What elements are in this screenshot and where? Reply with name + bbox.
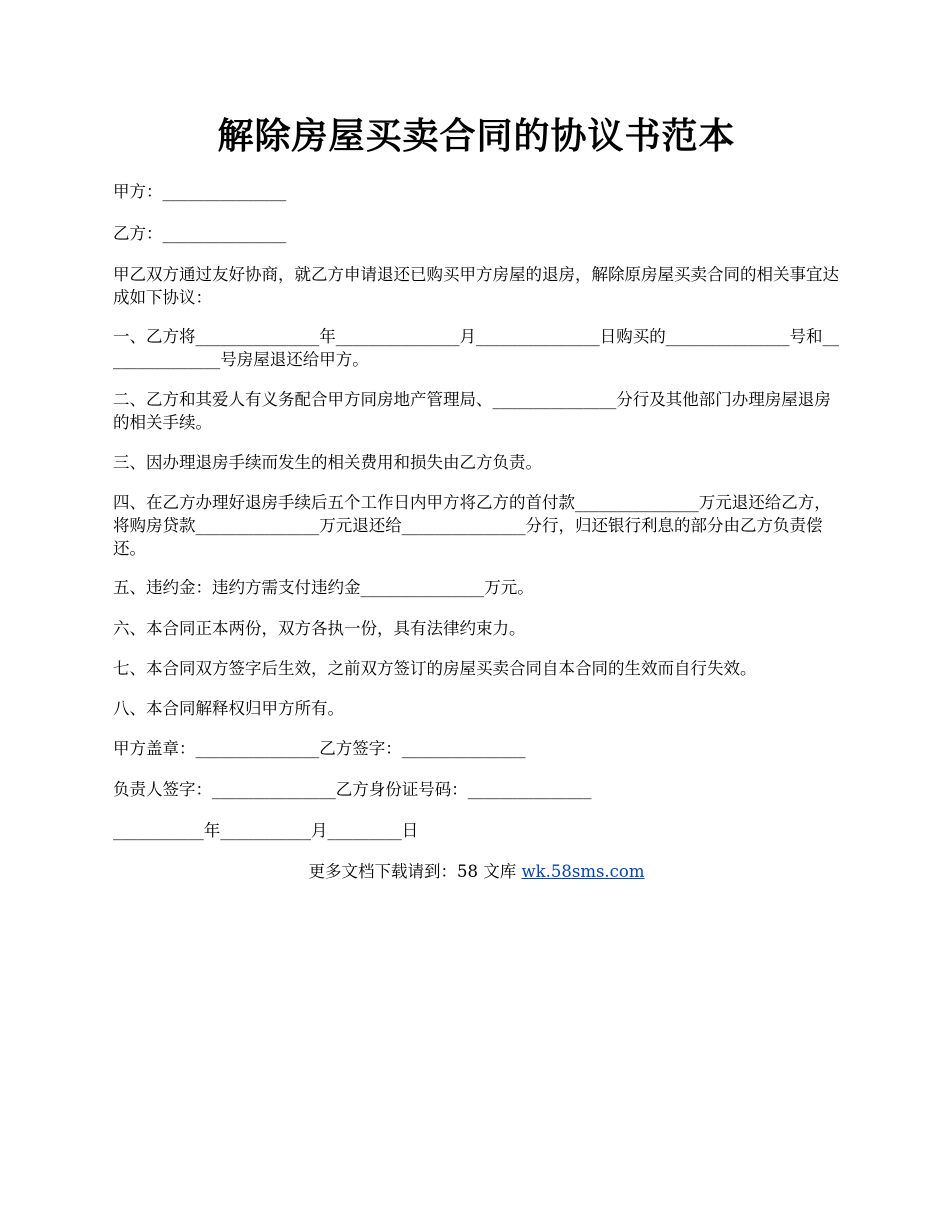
clause-8: 八、本合同解释权归甲方所有。 (113, 699, 344, 718)
clause-1: 一、乙方将_______________年_______________月_______________日购买的_______________号和_______________号房屋退还给甲方。 (113, 327, 839, 369)
document-title: 解除房屋买卖合同的协议书范本 (217, 115, 736, 157)
clause-2: 二、乙方和其爱人有义务配合甲方同房地产管理局、_______________分行及其他部门办理房屋退房的相关手续。 (113, 390, 831, 432)
preamble-paragraph: 甲乙双方通过友好协商，就乙方申请退还已购买甲方房屋的退房，解除原房屋买卖合同的相关事宜达成如下协议： (113, 265, 839, 307)
signature-line-2: 负责人签字：_______________乙方身份证号码：_______________ (113, 780, 592, 799)
clause-7: 七、本合同双方签字后生效，之前双方签订的房屋买卖合同自本合同的生效而自行失效。 (113, 659, 757, 678)
party-a-line: 甲方：_______________ (113, 182, 287, 201)
date-line: ___________年___________月_________日 (113, 821, 419, 840)
footer-prefix: 更多文档下载请到：58 文库 (308, 862, 522, 881)
party-b-line: 乙方：_______________ (113, 224, 287, 243)
clause-6: 六、本合同正本两份，双方各执一份，具有法律约束力。 (113, 619, 526, 638)
signature-line-1: 甲方盖章：_______________乙方签字：_______________ (113, 739, 526, 758)
clause-5: 五、违约金：违约方需支付违约金_______________万元。 (113, 578, 534, 597)
clause-3: 三、因办理退房手续而发生的相关费用和损失由乙方负责。 (113, 453, 542, 472)
clause-4: 四、在乙方办理好退房手续后五个工作日内甲方将乙方的首付款_______________万元退还给乙方，将购房贷款_______________万元退还给_______________分行，归还银行利息的部分由乙方负责偿还。 (113, 493, 831, 558)
footer-link[interactable]: wk.58sms.com (521, 862, 645, 881)
footer (113, 860, 840, 883)
